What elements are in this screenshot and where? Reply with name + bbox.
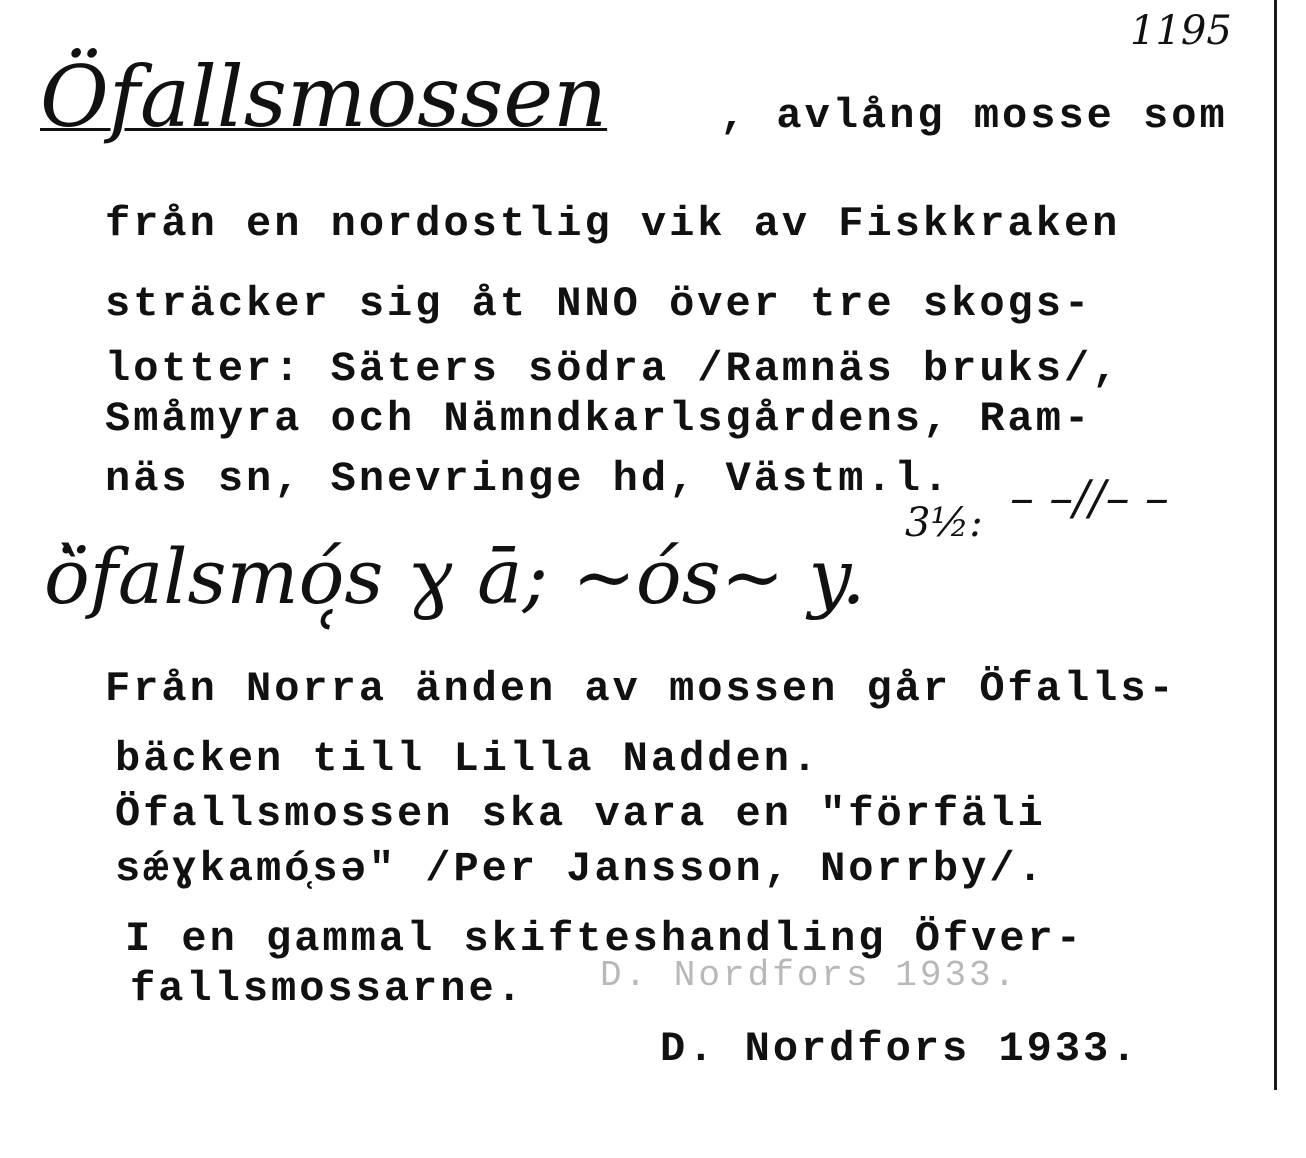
text-line: I en gammal skifteshandling Öfver- (125, 915, 1084, 963)
margin-mark: – –//– – (1010, 470, 1169, 526)
margin-mark: 3½: (905, 500, 983, 546)
first-line-rest: , avlång mosse som (720, 92, 1228, 140)
text-line: sträcker sig åt NNO över tre skogs- (105, 280, 1093, 328)
text-line: lotter: Säters södra /Ramnäs bruks/, (105, 345, 1121, 393)
text-line: näs sn, Snevringe hd, Västm.l. (105, 455, 952, 503)
text-line: från en nordostlig vik av Fiskkraken (105, 200, 1121, 248)
phonetic-transcription: ö̀falsmó̜s ɣ ā; ~ós~ y. (44, 532, 866, 621)
text-line: sǽɣkamó̜sə" /Per Jansson, Norrby/. (115, 845, 1046, 893)
text-line: fallsmossarne. (130, 965, 525, 1013)
card-edge (1274, 0, 1277, 1090)
signature: D. Nordfors 1933. (660, 1025, 1140, 1073)
faint-signature: D. Nordfors 1933. (600, 955, 1019, 996)
card-number: 1195 (1130, 8, 1232, 54)
text-line: Småmyra och Nämndkarlsgårdens, Ram- (105, 395, 1093, 443)
text-line: Från Norra änden av mossen går Öfalls- (105, 665, 1177, 713)
text-line: bäcken till Lilla Nadden. (115, 735, 821, 783)
text-line: Öfallsmossen ska vara en "förfäli (115, 790, 1046, 838)
headword: Öfallsmossen (40, 48, 608, 146)
